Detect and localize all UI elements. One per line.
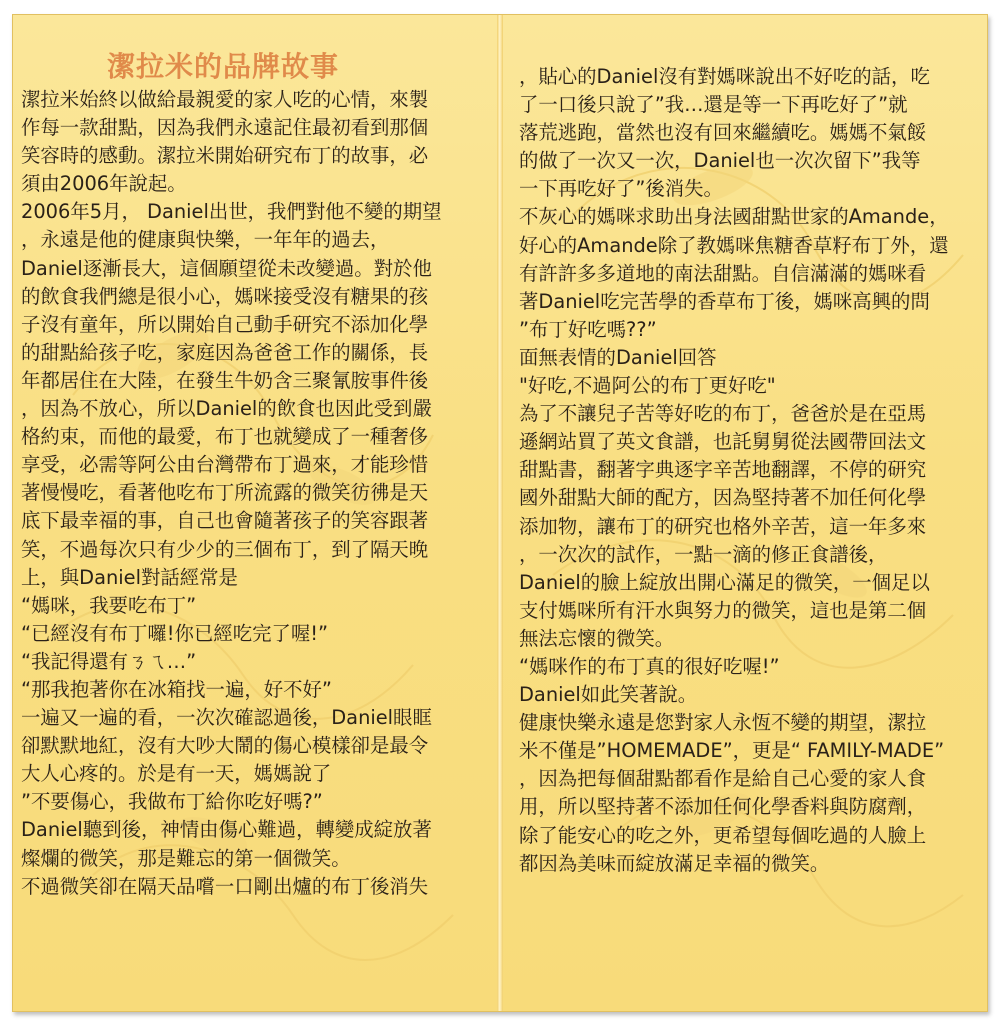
text-line: 不過微笑卻在隔天品嚐一口剛出爐的布丁後消失 [21, 874, 429, 898]
text-line: 作每一款甜點，因為我們永遠記住最初看到那個 [21, 116, 429, 140]
text-line: 著慢慢吃，看著他吃布丁所流露的微笑彷彿是天 [21, 481, 429, 505]
text-line: 卻默默地紅，沒有大吵大鬧的傷心模樣卻是最令 [21, 734, 429, 758]
text-line: 笑容時的感動。潔拉米開始研究布丁的故事，必 [21, 144, 429, 168]
text-line: 一遍又一遍的看，一次次確認過後，Daniel眼眶 [21, 706, 432, 730]
text-line: Daniel的臉上綻放出開心滿足的微笑，一個足以 [519, 570, 930, 594]
text-line: ”不要傷心，我做布丁給你吃好嗎?” [21, 790, 323, 814]
text-line: “媽咪，我要吃布丁” [21, 593, 197, 617]
text-line: 有許許多多道地的南法甜點。自信滿滿的媽咪看 [519, 261, 927, 285]
text-line: 的飲食我們總是很小心，媽咪接受沒有糖果的孩 [21, 284, 429, 308]
text-line: "好吃,不過阿公的布丁更好吃" [519, 374, 776, 398]
text-line: Daniel如此笑著說。 [519, 683, 698, 707]
text-line: 的做了一次又一次，Daniel也一次次留下”我等 [519, 149, 921, 173]
text-line: 了一口後只說了”我…還是等一下再吃好了”就 [519, 93, 908, 117]
text-line: Daniel逐漸長大，這個願望從未改變過。對於他 [21, 256, 432, 280]
text-line: 國外甜點大師的配方，因為堅持著不加任何化學 [519, 486, 927, 510]
text-line: 遜網站買了英文食譜，也託舅舅從法國帶回法文 [519, 430, 927, 454]
text-line: 的甜點給孩子吃，家庭因為爸爸工作的關係，長 [21, 340, 429, 364]
text-line: 好心的Amande除了教媽咪焦糖香草籽布丁外，還 [519, 233, 949, 257]
text-line: 須由2006年說起。 [21, 172, 187, 196]
text-line: 著Daniel吃完苦學的香草布丁後，媽咪高興的問 [519, 289, 930, 313]
text-line: 一下再吃好了”後消失。 [519, 177, 723, 201]
text-line: 除了能安心的吃之外，更希望每個吃過的人臉上 [519, 823, 927, 847]
text-line: 為了不讓兒子苦等好吃的布丁，爸爸於是在亞馬 [519, 402, 927, 426]
page-title: 潔拉米的品牌故事 [107, 50, 340, 83]
leaflet-sheet [12, 14, 988, 1012]
text-line: 2006年5月， Daniel出世，我們對他不變的期望 [21, 200, 442, 224]
text-line: ，因為不放心，所以Daniel的飲食也因此受到嚴 [21, 397, 432, 421]
text-line: 用，所以堅持著不添加任何化學香料與防腐劑， [519, 795, 927, 819]
text-line: 無法忘懷的微笑。 [519, 626, 675, 650]
text-line: 年都居住在大陸，在發生牛奶含三聚氰胺事件後 [21, 368, 429, 392]
text-line: 底下最幸福的事，自己也會隨著孩子的笑容跟著 [21, 509, 429, 533]
text-line: ，因為把每個甜點都看作是給自己心愛的家人食 [519, 767, 927, 791]
text-line: 不灰心的媽咪求助出身法國甜點世家的Amande， [519, 205, 949, 229]
text-line: 享受，必需等阿公由台灣帶布丁過來，才能珍惜 [21, 453, 429, 477]
text-line: ，貼心的Daniel沒有對媽咪說出不好吃的話，吃 [519, 65, 930, 88]
text-line: 支付媽咪所有汗水與努力的微笑，這也是第二個 [519, 598, 927, 622]
text-line: ，永遠是他的健康與快樂，一年年的過去， [21, 228, 390, 252]
center-fold [497, 15, 503, 1011]
text-line: “那我抱著你在冰箱找一遍，好不好” [21, 677, 332, 701]
text-line: 格約束，而他的最愛，布丁也就變成了一種奢侈 [21, 425, 429, 449]
text-line: “我記得還有ㄋㄟ…” [21, 649, 197, 673]
text-line: 米不僅是”HOMEMADE”，更是“ FAMILY-MADE” [519, 739, 945, 763]
text-line: 上，與Daniel對話經常是 [21, 565, 238, 589]
text-line: 添加物，讓布丁的研究也格外辛苦，這一年多來 [519, 514, 927, 538]
text-line: “媽咪作的布丁真的很好吃喔!” [519, 654, 780, 678]
text-line: 潔拉米始終以做給最親愛的家人吃的心情，來製 [21, 88, 429, 111]
text-line: 子沒有童年，所以開始自己動手研究不添加化學 [21, 312, 429, 336]
text-line: Daniel聽到後，神情由傷心難過，轉變成綻放著 [21, 818, 432, 842]
text-line: ，一次次的試作，一點一滴的修正食譜後， [519, 542, 888, 566]
text-line: 燦爛的微笑，那是難忘的第一個微笑。 [21, 846, 351, 870]
text-line: 大人心疼的。於是有一天，媽媽說了 [21, 762, 332, 786]
text-line: 面無表情的Daniel回答 [519, 345, 717, 369]
text-line: ”布丁好吃嗎??” [519, 317, 657, 341]
text-line: 健康快樂永遠是您對家人永恆不變的期望，潔拉 [519, 711, 927, 735]
text-line: 甜點書，翻著字典逐字辛苦地翻譯，不停的研究 [519, 458, 927, 482]
text-line: 落荒逃跑，當然也沒有回來繼續吃。媽媽不氣餒 [519, 121, 927, 145]
text-line: 笑，不過每次只有少少的三個布丁，到了隔天晚 [21, 537, 429, 561]
text-line: 都因為美味而綻放滿足幸福的微笑。 [519, 851, 830, 875]
text-line: “已經沒有布丁囉!你已經吃完了喔!” [21, 621, 329, 645]
